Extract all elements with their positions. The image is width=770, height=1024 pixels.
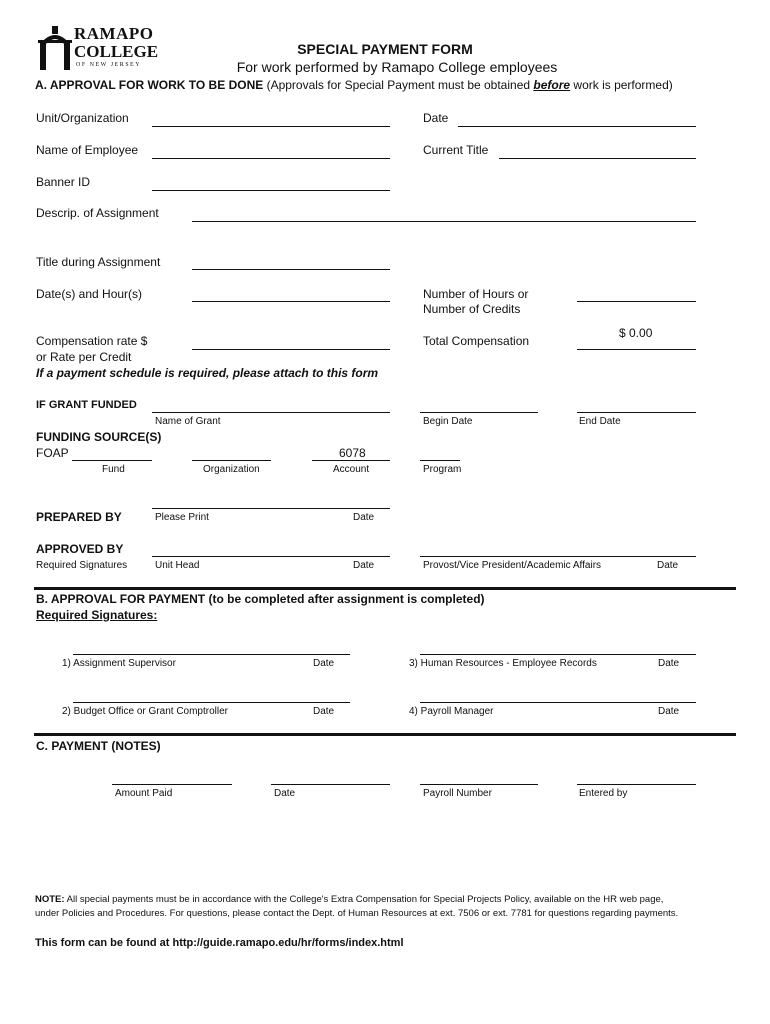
program-line <box>420 460 460 461</box>
entered-by-line <box>577 784 696 785</box>
section-a-note-post: work is performed) <box>570 78 673 92</box>
section-b-divider <box>34 587 736 590</box>
fund-line <box>72 460 152 461</box>
entered-by-caption: Entered by <box>579 788 628 799</box>
prepared-by-label: PREPARED BY <box>36 510 122 524</box>
sig4-date-caption: Date <box>658 706 680 717</box>
section-b-required: Required Signatures: <box>36 608 158 622</box>
unit-head-caption: Unit Head <box>155 560 200 571</box>
required-signatures-caption: Required Signatures <box>36 560 128 571</box>
payroll-number-line <box>420 784 538 785</box>
section-a-note-em: before <box>533 78 571 92</box>
footer-note-label: NOTE: <box>35 894 65 905</box>
sig3-date-caption: Date <box>658 658 680 669</box>
date-label: Date <box>423 111 449 125</box>
amount-paid-line <box>112 784 232 785</box>
sig1-date-caption: Date <box>313 658 335 669</box>
footer-found-at: This form can be found at http://guide.ramapo.edu/hr/forms/index.html <box>35 937 404 949</box>
sig3-caption: 3) Human Resources - Employee Records <box>409 658 597 669</box>
sig2-caption: 2) Budget Office or Grant Comptroller <box>62 706 228 717</box>
employee-input[interactable] <box>152 144 390 159</box>
approved-by-label: APPROVED BY <box>36 542 124 556</box>
program-caption: Program <box>423 464 462 475</box>
amount-paid-caption: Amount Paid <box>115 788 173 799</box>
form-subtitle: For work performed by Ramapo College employees <box>236 59 558 75</box>
unit-head-line <box>152 556 390 557</box>
account-caption: Account <box>333 464 370 475</box>
organization-line <box>192 460 271 461</box>
banner-label: Banner ID <box>36 175 91 189</box>
section-a-title: A. APPROVAL FOR WORK TO BE DONE <box>35 78 264 92</box>
title-during-label: Title during Assignment <box>36 255 161 269</box>
organization-caption: Organization <box>203 464 260 475</box>
total-comp-label: Total Compensation <box>423 334 530 348</box>
descrip-input[interactable] <box>192 207 696 222</box>
sig4-caption: 4) Payroll Manager <box>409 706 494 717</box>
unit-head-date-caption: Date <box>353 560 375 571</box>
payment-date-caption: Date <box>274 788 296 799</box>
num-hours-label: Number of Hours or <box>423 287 529 301</box>
comp-rate-input[interactable] <box>192 335 390 350</box>
name-of-grant-caption: Name of Grant <box>155 416 221 427</box>
sig4-line <box>420 702 696 703</box>
provost-caption: Provost/Vice President/Academic Affairs <box>423 560 602 571</box>
sig3-line <box>420 654 696 655</box>
section-c-heading: C. PAYMENT (NOTES) <box>36 739 161 753</box>
total-comp-value: $ 0.00 <box>619 326 653 340</box>
dates-hours-label: Date(s) and Hour(s) <box>36 287 143 301</box>
begin-date-caption: Begin Date <box>423 416 473 427</box>
section-a-note-pre: (Approvals for Special Payment must be obtained <box>263 78 534 92</box>
payroll-number-caption: Payroll Number <box>423 788 492 799</box>
schedule-note: If a payment schedule is required, please attach to this form <box>36 366 379 380</box>
prepared-date-caption: Date <box>353 512 375 523</box>
account-value: 6078 <box>339 446 366 460</box>
sig2-date-caption: Date <box>313 706 335 717</box>
funding-source-label: FUNDING SOURCE(S) <box>36 430 162 444</box>
num-hours-input[interactable] <box>577 287 696 302</box>
section-b-heading: B. APPROVAL FOR PAYMENT (to be completed after assignment is completed) <box>36 592 485 606</box>
unit-input[interactable] <box>152 112 390 127</box>
end-date-line <box>577 412 696 413</box>
total-comp-line <box>577 349 696 350</box>
fund-caption: Fund <box>102 464 125 475</box>
provost-date-caption: Date <box>657 560 679 571</box>
grant-name-line <box>152 412 390 413</box>
section-a-heading <box>35 79 673 91</box>
grant-label: IF GRANT FUNDED <box>36 399 137 411</box>
sig2-line <box>73 702 350 703</box>
descrip-label: Descrip. of Assignment <box>36 206 159 220</box>
footer-note-line1 <box>35 895 663 905</box>
num-credits-label: Number of Credits <box>423 302 521 316</box>
employee-label: Name of Employee <box>36 143 139 157</box>
foap-label: FOAP <box>36 446 69 460</box>
footer-note-text1: All special payments must be in accordance with the College's Extra Compensation for Special Projects Policy, available on the HR web page, <box>64 894 664 905</box>
title-during-input[interactable] <box>192 255 390 270</box>
payment-date-line <box>271 784 390 785</box>
sig1-caption: 1) Assignment Supervisor <box>62 658 176 669</box>
end-date-caption: End Date <box>579 416 621 427</box>
dates-hours-input[interactable] <box>192 287 390 302</box>
logo-line1: RAMAPO <box>74 24 154 43</box>
current-title-label: Current Title <box>423 143 489 157</box>
date-input[interactable] <box>458 112 696 127</box>
logo-line3: OF NEW JERSEY <box>76 62 142 68</box>
please-print-caption: Please Print <box>155 512 209 523</box>
comp-rate-label: Compensation rate $ <box>36 334 148 348</box>
banner-input[interactable] <box>152 176 390 191</box>
footer-note-line2: under Policies and Procedures. For questions, please contact the Dept. of Human Resources at ext. 7506 or ext. 7781 for questions regarding payments. <box>35 908 679 919</box>
account-line <box>312 460 390 461</box>
logo-line2: COLLEGE <box>74 42 159 61</box>
current-title-input[interactable] <box>499 144 696 159</box>
provost-line <box>420 556 696 557</box>
section-c-divider <box>34 733 736 736</box>
begin-date-line <box>420 412 538 413</box>
form-title: SPECIAL PAYMENT FORM <box>297 41 473 57</box>
unit-label: Unit/Organization <box>36 111 129 125</box>
prepared-by-line <box>152 508 390 509</box>
sig1-line <box>73 654 350 655</box>
rate-credit-label: or Rate per Credit <box>36 350 132 364</box>
